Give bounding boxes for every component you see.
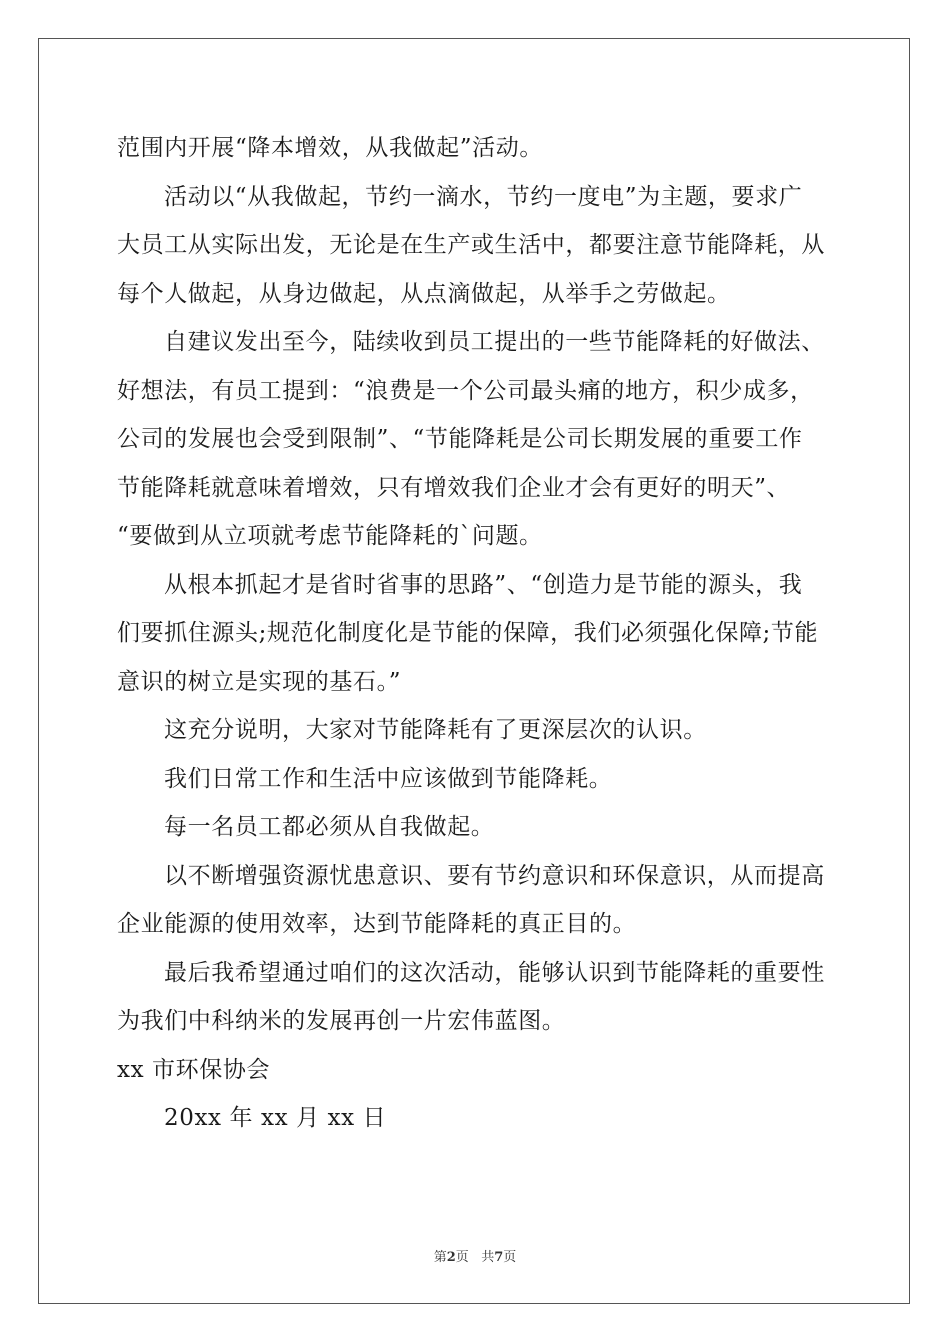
text-line: 节能降耗就意味着增效，只有增效我们企业才会有更好的明天”、	[117, 474, 791, 501]
footer-total-suffix: 页	[503, 1250, 517, 1265]
text-line: 企业能源的使用效率，达到节能降耗的真正目的。	[117, 911, 637, 937]
text-line: 每个人做起，从身边做起，从点滴做起，从举手之劳做起。	[117, 280, 731, 307]
text-line: “要做到从立项就考虑节能降耗的`问题。	[117, 523, 543, 549]
text-line: 范围内开展“降本增效，从我做起”活动。	[117, 135, 543, 161]
text-line: 最后我希望通过咱们的这次活动，能够认识到节能降耗的重要性	[164, 959, 825, 986]
total-page-count: 7	[494, 1250, 504, 1265]
text-line: 从根本抓起才是省时省事的思路”、“创造力是节能的源头，我	[164, 571, 803, 598]
text-line: 活动以“从我做起，节约一滴水，节约一度电”为主题，要求广	[164, 183, 803, 210]
text-line: 我们日常工作和生活中应该做到节能降耗。	[164, 765, 613, 792]
text-line: 意识的树立是实现的基石。”	[117, 668, 402, 695]
footer-prefix: 第	[433, 1250, 447, 1265]
text-line: 以不断增强资源忧患意识、要有节约意识和环保意识，从而提高	[164, 862, 825, 889]
text-line: 好想法，有员工提到：“浪费是一个公司最头痛的地方，积少成多，	[117, 377, 814, 404]
signature-org: xx 市环保协会	[117, 1056, 271, 1083]
text-line: 这充分说明，大家对节能降耗有了更深层次的认识。	[164, 717, 707, 743]
text-line: 大员工从实际出发，无论是在生产或生活中，都要注意节能降耗，从	[117, 232, 825, 258]
text-line: 公司的发展也会受到限制”、“节能降耗是公司长期发展的重要工作	[117, 426, 803, 452]
text-line: 每一名员工都必须从自我做起。	[164, 814, 495, 840]
text-line: 们要抓住源头;规范化制度化是节能的保障，我们必须强化保障;节能	[117, 620, 819, 646]
page-footer	[0, 1246, 950, 1265]
footer-page-suffix: 页	[455, 1250, 469, 1265]
signature-date: 20xx 年 xx 月 xx 日	[164, 1105, 387, 1131]
footer-total-prefix: 共	[481, 1250, 495, 1265]
text-line: 自建议发出至今，陆续收到员工提出的一些节能降耗的好做法、	[164, 329, 825, 355]
document-body	[117, 124, 842, 1143]
current-page-number: 2	[446, 1250, 456, 1265]
text-line: 为我们中科纳米的发展再创一片宏伟蓝图。	[117, 1008, 566, 1034]
